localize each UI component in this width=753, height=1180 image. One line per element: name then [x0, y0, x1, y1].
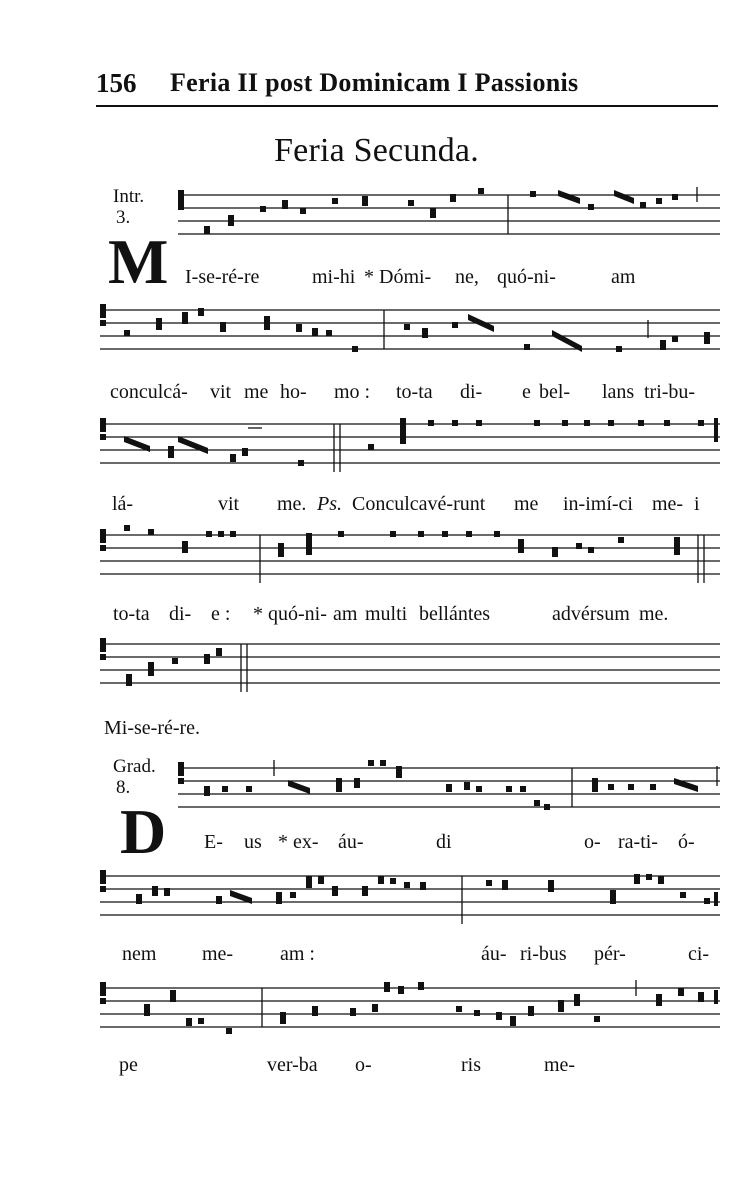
syllable: di- [169, 603, 192, 625]
syllable: me [244, 381, 269, 403]
syllable: vit [210, 381, 232, 403]
music-staff [100, 410, 720, 474]
syllable: to-ta [113, 603, 150, 625]
music-staff [100, 632, 720, 696]
syllable: lans [602, 381, 635, 403]
staff-notation [100, 756, 720, 820]
syllable: bel- [539, 381, 571, 403]
lyrics-line [112, 493, 720, 517]
lyrics-line [113, 603, 720, 627]
staff-notation [100, 184, 720, 248]
syllable: pe [119, 1054, 138, 1076]
syllable: tri-bu- [644, 381, 696, 403]
syllable: pér- [594, 943, 626, 965]
syllable: me- [202, 943, 234, 965]
syllable: ne, [455, 266, 479, 288]
office-title: Feria Secunda. [274, 132, 479, 169]
syllable: Conculcavé-runt [352, 493, 486, 515]
syllable: me. [639, 603, 669, 625]
syllable: mo : [334, 381, 371, 403]
staff-notation [100, 976, 720, 1040]
syllable: e [522, 381, 531, 403]
staff-notation [100, 410, 720, 474]
syllable: * quó-ni- [253, 603, 327, 625]
syllable: nem [122, 943, 157, 965]
syllable: ris [461, 1054, 481, 1076]
syllable: ri-bus [520, 943, 567, 965]
syllable: áu- [338, 831, 364, 853]
music-staff [100, 184, 720, 248]
syllable: am : [280, 943, 315, 965]
staff-notation [100, 521, 720, 585]
syllable: i [694, 493, 700, 515]
syllable: ra-ti- [618, 831, 658, 853]
syllable: Mi-se-ré-re. [104, 717, 201, 739]
gradual-label: Grad. [113, 756, 156, 777]
syllable: in-imí-ci [563, 493, 633, 515]
staff-notation [100, 632, 720, 696]
gradual-initial: D [120, 796, 167, 867]
header-rule [96, 105, 718, 107]
syllable: di [436, 831, 452, 853]
syllable: * ex- [278, 831, 319, 853]
syllable: am [333, 603, 358, 625]
introit-label: Intr. [113, 186, 145, 207]
syllable: e : [211, 603, 231, 625]
syllable: Ps. [317, 493, 342, 515]
syllable: I-se-ré-re [185, 266, 260, 288]
syllable: o- [355, 1054, 372, 1076]
syllable: E- [204, 831, 223, 853]
lyrics-line [122, 943, 720, 967]
running-title: Feria II post Dominicam I Passionis [170, 68, 579, 97]
syllable: di- [460, 381, 483, 403]
syllable: lá- [112, 493, 134, 515]
music-staff [100, 298, 720, 362]
music-staff [100, 756, 720, 820]
syllable: multi [365, 603, 408, 625]
syllable: ver-ba [267, 1054, 318, 1076]
syllable: ci- [688, 943, 710, 965]
gradual-mode: 8. [116, 777, 131, 798]
syllable: me. [277, 493, 307, 515]
syllable: mi-hi [312, 266, 356, 288]
syllable: quó-ni- [497, 266, 556, 288]
syllable: vit [218, 493, 240, 515]
staff-notation [100, 862, 720, 926]
music-staff [100, 521, 720, 585]
syllable: conculcá- [110, 381, 188, 403]
syllable: me- [544, 1054, 576, 1076]
syllable: us [244, 831, 262, 853]
syllable: * Dómi- [364, 266, 432, 288]
page-number: 156 [96, 68, 137, 98]
staff-notation [100, 298, 720, 362]
running-header [96, 64, 718, 104]
syllable: bellántes [419, 603, 491, 625]
syllable: o- [584, 831, 601, 853]
introit-initial: M [108, 226, 169, 297]
syllable: áu- [481, 943, 507, 965]
music-staff [100, 862, 720, 926]
music-staff [100, 976, 720, 1040]
lyrics-line [204, 831, 720, 855]
introit-mode: 3. [116, 207, 131, 228]
lyrics-line [119, 1054, 719, 1078]
syllable: advérsum [552, 603, 630, 625]
syllable: to-ta [396, 381, 433, 403]
syllable: me [514, 493, 539, 515]
lyrics-line [110, 381, 720, 405]
syllable: am [611, 266, 636, 288]
lyrics-line [185, 266, 720, 290]
syllable: ho- [280, 381, 307, 403]
syllable: me- [652, 493, 684, 515]
syllable: ó- [678, 831, 695, 853]
